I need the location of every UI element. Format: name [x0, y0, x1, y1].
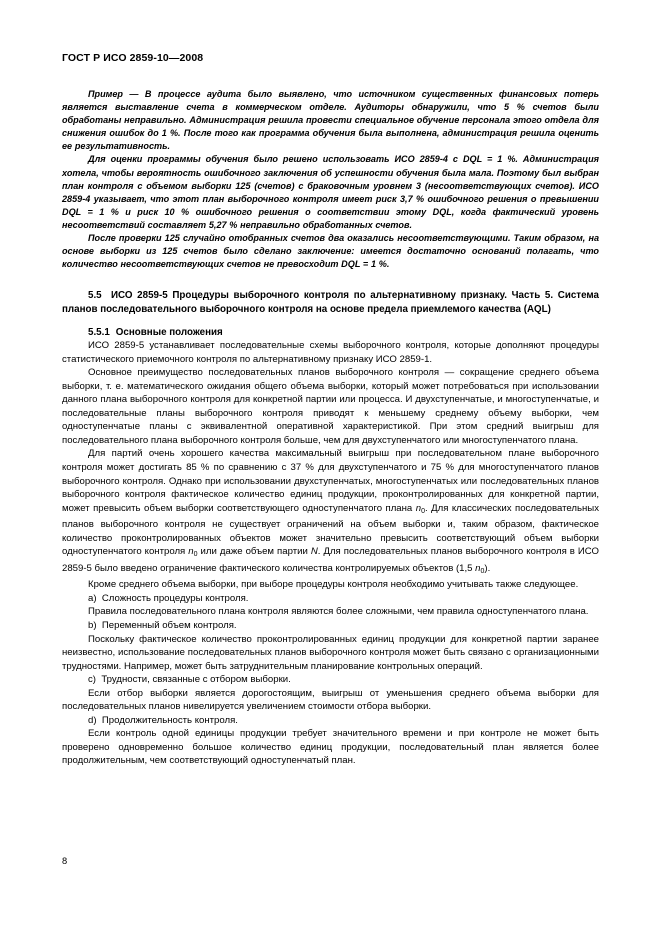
section-title: ИСО 2859-5 Процедуры выборочного контроля по альтернативному признаку. Часть 5. Система планов последовательного выборочного контроля на основе предела приемлемого качества (AQL)	[62, 290, 599, 315]
section-heading	[62, 289, 599, 316]
list-marker: a)	[88, 592, 97, 604]
variable-symbol: n	[415, 502, 422, 514]
paragraph-part: или даже объем партии	[197, 546, 311, 558]
variable-subscript: 0	[193, 551, 198, 559]
body-paragraph: Кроме среднего объема выборки, при выборе процедуры контроля необходимо учитывать также следующее.	[88, 579, 579, 591]
example-note-paragraph: После проверки 125 случайно отобранных счетов два оказались несоответствующими. Таким образом, на основе выборки из 125 счетов было сделано заключение: имеется достаточно оснований полагать, что количество несоответствующих счетов не превосходит DQL = 1 %.	[62, 233, 599, 270]
list-item-d	[62, 714, 599, 728]
list-item-c-body: Если отбор выборки является дорогостоящим, выигрыш от уменьшения среднего объема выборки для последовательных планов нивелируется увеличением стоимости отбора выборки.	[62, 687, 599, 713]
list-item-d-body: Если контроль одной единицы продукции требует значительного времени и при контроле не может быть проверено одновременно большое количество единиц продукции, последовательный план является более продолжительным, чем соответствующий одноступенчатый план.	[62, 728, 599, 767]
list-item-a	[62, 592, 599, 606]
list-item-b	[62, 619, 599, 633]
list-item-c	[62, 673, 599, 687]
list-item-title: Продолжительность контроля.	[101, 714, 238, 726]
page-header: ГОСТ Р ИСО 2859-10—2008	[62, 52, 204, 64]
list-marker: b)	[88, 619, 97, 631]
page-content	[62, 88, 599, 768]
subsection-heading	[62, 326, 599, 340]
list-item-title: Трудности, связанные с отбором выборки.	[101, 674, 291, 686]
variable-symbol: n	[188, 546, 194, 558]
paragraph-part: ).	[484, 562, 491, 574]
list-marker: c)	[88, 674, 96, 686]
variable-symbol: n	[475, 562, 481, 574]
section-number: 5.5	[88, 290, 102, 302]
variable-N: N	[310, 546, 318, 558]
body-paragraph-with-variables	[62, 447, 599, 578]
example-note-paragraph: Пример — В процессе аудита было выявлено, что источником существенных финансовых потерь является выставление счета в коммерческом отделе. Аудиторы обнаружили, что 5 % счетов были обработаны неправильно. Администрация решила провести специальное обучение персонала этого отдела для снижения ошибок до 1 %. После того как программа обучения была выполнена, администрация решила оценить ее результативность.	[62, 89, 599, 152]
paragraph-part: . Для классических последовательных планов выборочного контроля не существует ограничений на объем выборки и, таким образом, фактическое количество проконтролированных объектов может значительно превысить соответствующий объем выборки одноступенчатого контроля	[62, 502, 599, 558]
subsection-number: 5.5.1	[88, 326, 110, 338]
variable-subscript: 0	[480, 567, 485, 575]
variable-n0	[416, 503, 425, 514]
paragraph-part: . Для последовательных планов выборочного контроля в ИСО 2859-5 было введено ограничение фактического количества контролируемых объектов (1,5	[62, 546, 599, 574]
variable-subscript: 0	[421, 507, 425, 515]
variable-n0	[188, 546, 197, 557]
list-item-title: Сложность процедуры контроля.	[101, 592, 249, 604]
list-item-title: Переменный объем контроля.	[101, 619, 237, 631]
paragraph-part: Для партий очень хорошего качества максимальный выигрыш при последовательном плане выборочного контроля может достигать 85 % по сравнению с 37 % для двухступенчатого и 75 % для многоступенчатого планов выборочного контроля. Однако при использовании двухступенчатых, многоступенчатых или последовательных планов выборочного контроля фактическое количество единиц продукции, проконтролированных для конкретной партии, может превысить объем выборки соответствующего одноступенчатого плана	[62, 448, 599, 514]
list-item-b-body: Поскольку фактическое количество проконтролированных единиц продукции для конкретной партии заранее неизвестно, использование последовательных планов выборочного контроля может быть связано с организационными трудностями. Например, может быть затруднительным планирование контрольных операций.	[62, 633, 599, 672]
list-item-a-body: Правила последовательного плана контроля являются более сложными, чем правила одноступенчатого плана.	[88, 606, 589, 618]
body-paragraph: Основное преимущество последовательных планов выборочного контроля — сокращение среднего объема выборки, т. е. математического ожидания общего объема выборки, который может потребоваться при использовании данного плана выборочного контроля для конкретной партии или процесса. И двухступенчатые, и многоступенчатые, и последовательные планы выборочного контроля приводят к меньшему среднему объему выборки, чем одноступенчатые планы с эквивалентной оперативной характеристикой. При этом средний выигрыш для последовательного плана выборочного контроля больше, чем для двухступенчатого или многоступенчатого плана.	[62, 367, 599, 446]
example-note-paragraph: Для оценки программы обучения было решено использовать ИСО 2859-4 с DQL = 1 %. Администрация хотела, чтобы вероятность ошибочного заключения об успешности обучения была мала. Поэтому был выбран план контроля с объемом выборки 125 (счетов) с браковочным уровнем 3 (несоответствующих счетов). ИСО 2859-4 указывает, что этот план выборочного контроля имеет риск 3,7 % ошибочного решения о превышении DQL = 1 % и риск 10 % ошибочного решения о соответствии этому DQL, когда фактический уровень несоответствий составляет 5,27 % неправильно обработанных счетов.	[62, 154, 599, 230]
subsection-title: Основные положения	[115, 326, 223, 338]
list-marker: d)	[88, 714, 97, 726]
body-paragraph: ИСО 2859-5 устанавливает последовательные схемы выборочного контроля, которые дополняют процедуры статистического приемочного контроля по альтернативному признаку ИСО 2859-1.	[62, 340, 599, 365]
page-number: 8	[62, 856, 68, 866]
